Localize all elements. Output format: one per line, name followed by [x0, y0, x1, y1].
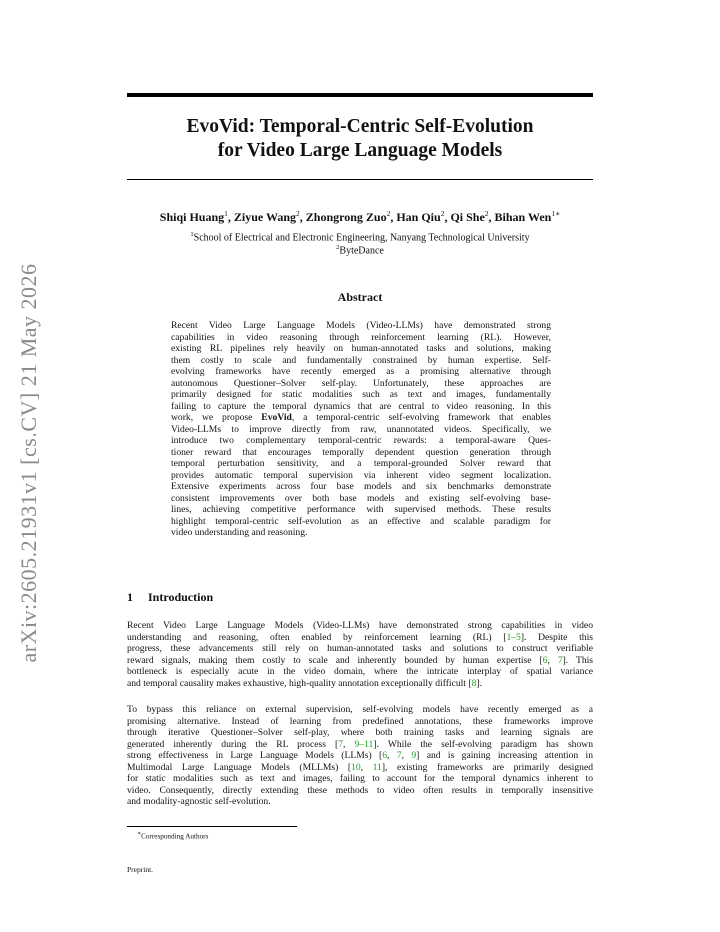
citation-link[interactable]: 7 — [338, 738, 344, 750]
paragraph-text: Multimodal Large Language Models (MLLMs) [ — [127, 761, 352, 773]
affiliation-1-mark: 1 — [190, 231, 194, 238]
author-name: Zhongrong Zuo — [305, 210, 387, 224]
paragraph-text: , — [401, 750, 412, 761]
abstract-line: failing to capture the temporal dynamics that are central to video reasoning. In this — [171, 400, 551, 412]
paragraph-text: generated inherently during the RL process [ — [127, 738, 339, 750]
abstract-line: existing RL pipelines rely heavily on human-annotated tasks and solutions, making — [171, 343, 551, 354]
paper-title-line-1: EvoVid: Temporal-Centric Self-Evolution — [186, 116, 534, 137]
abstract-line: consistent improvements over both base models and existing self-evolving base- — [171, 492, 551, 504]
paper-title — [127, 115, 593, 163]
paragraph-text: bottleneck is especially acute in the video domain, where the intricate interplay of spatial variance — [127, 666, 593, 677]
author-list: Shiqi Huang$^1$, Ziyue Wang$^2$, Zhongrong Zuo$^2$, Han Qiu$^2$, Qi She$^2$, Bihan Wen$^{1∗}$ — [159, 209, 561, 224]
method-name: EvoVid — [261, 412, 292, 423]
author-name: Qi She — [450, 210, 485, 224]
abstract-line: Extensive experiments across four base models and six benchmarks demonstrate — [171, 481, 551, 492]
abstract-line: primarily designed for static modalities such as text and images, fundamentally — [171, 389, 551, 400]
abstract-line: provides automatic temporal supervision via inherent video segment localization. — [171, 469, 551, 481]
abstract-heading: Abstract — [337, 290, 383, 304]
paragraph-text: ]. While the self-evolving paradigm has shown — [373, 738, 593, 750]
arxiv-stamp — [16, 258, 42, 668]
abstract-line: them costly to scale and fundamentally constrained by human expertise. Self- — [171, 354, 551, 366]
paragraph-text: video. Consequently, directly extending these methods to video often results in temporally insensitive — [127, 784, 593, 796]
author-affil-mark: 2 — [296, 209, 300, 218]
author-name: Ziyue Wang — [233, 210, 297, 224]
affiliation-2 — [127, 244, 593, 256]
affiliation-2-text: ByteDance — [339, 245, 384, 257]
paragraph-text: promising alternative. Instead of learning from predefined annotations, these frameworks improve — [127, 715, 593, 727]
footnote-rule — [127, 826, 297, 827]
paragraph-line — [127, 762, 593, 774]
paragraph-text: ]. Despite this — [520, 631, 593, 643]
paragraph-line — [127, 796, 593, 808]
abstract-body — [171, 320, 551, 539]
abstract-line: Recent Video Large Language Models (Video-LLMs) have demonstrated strong — [171, 320, 551, 331]
paragraph-text: reward signals, making them costly to scale and inherently bounded by human expertise [ — [127, 654, 543, 666]
author-affil-mark: 1 — [224, 209, 228, 218]
paragraph-line — [127, 643, 593, 655]
paragraph-text: ] and is gaining increasing attention in — [416, 750, 593, 761]
preprint-label: Preprint. — [127, 865, 154, 874]
paragraph-text: strong effectiveness in Large Language Models (LLMs) [ — [127, 750, 383, 761]
paragraph-text: for static modalities such as text and images, failing to account for the temporal dynamics inherent to — [127, 773, 593, 784]
affiliation-2-mark: 2 — [336, 244, 340, 251]
paragraph-text: , — [360, 761, 373, 773]
paragraph-line — [127, 632, 593, 644]
paragraph-line — [127, 739, 593, 751]
paragraph-line — [127, 773, 593, 785]
abstract-line: tioner reward that encourages temporally dependent question generation through — [171, 446, 551, 458]
abstract-line: Video-LLMs to improve directly from raw, unannotated videos. Specifically, we — [171, 423, 551, 435]
abstract-line: capabilities in video reasoning through reinforcement learning (RL). However, — [171, 331, 551, 343]
paper-title-line-2: for Video Large Language Models — [217, 140, 503, 161]
author-name: Han Qiu — [396, 210, 441, 224]
paragraph-text: ]. This — [562, 654, 594, 666]
abstract-line — [171, 412, 551, 424]
author-affil-mark: 2 — [440, 209, 445, 218]
intro-paragraph-2 — [127, 704, 593, 808]
citation-link[interactable]: 9 — [411, 750, 417, 761]
paragraph-text: ]. — [476, 677, 482, 689]
citation-link[interactable]: 11 — [372, 761, 382, 773]
abstract-line: introduce two complementary temporal-centric rewards: a temporal-aware Ques- — [171, 435, 551, 446]
paragraph-text: progress, these advancements still rely on human-annotated tasks and solutions to construct verifiable — [127, 643, 593, 654]
paragraph-text: understanding and reasoning, often enabled by reinforcement learning (RL) [ — [127, 631, 507, 643]
paragraph-text: Recent Video Large Language Models (Video-LLMs) have demonstrated strong capabilities in video — [127, 620, 593, 631]
citation-link[interactable]: 10 — [351, 761, 361, 773]
affiliation-1 — [127, 231, 593, 243]
paragraph-text: , — [343, 738, 355, 750]
paragraph-text: , — [547, 654, 558, 666]
citation-link[interactable]: 6 — [542, 654, 548, 666]
citation-link[interactable]: 8 — [471, 677, 477, 689]
paragraph-text: , — [387, 750, 397, 761]
abstract-line: highlight temporal-centric self-evolution as an effective and scalable paradigm for — [171, 515, 551, 527]
citation-link[interactable]: 7 — [557, 654, 563, 666]
paragraph-line — [127, 716, 593, 728]
author-affil-mark: 2 — [484, 209, 489, 218]
citation-link[interactable]: 9–11 — [354, 738, 374, 750]
citation-link[interactable]: 6 — [382, 750, 388, 761]
paragraph-text: and modality-agnostic self-evolution. — [127, 796, 271, 807]
paragraph-line — [127, 678, 593, 690]
title-bottom-rule — [127, 179, 593, 180]
paragraph-line — [127, 750, 593, 762]
paragraph-text: through iterative Questioner–Solver self-play, where both training tasks and learning signals are — [127, 727, 593, 738]
author-affil-mark: 1∗ — [551, 209, 561, 218]
paragraph-line — [127, 655, 593, 667]
footnote — [137, 830, 208, 840]
intro-paragraph-1 — [127, 620, 593, 689]
footnote-mark: ∗ — [137, 831, 142, 837]
abstract-line: autonomous Questioner–Solver self-play. Unfortunately, these approaches are — [171, 377, 551, 389]
paragraph-line — [127, 704, 593, 716]
paragraph-text: and temporal causality makes exhaustive, high-quality annotation exceptionally difficult [ — [127, 677, 472, 689]
affiliation-1-text: School of Electrical and Electronic Engineering, Nanyang Technological University — [193, 232, 530, 244]
abstract-text: , a temporal-centric self-evolving framework that enables — [291, 412, 552, 423]
paragraph-line — [127, 727, 593, 739]
paragraph-text: ], existing frameworks are primarily designed — [381, 761, 594, 773]
paragraph-text: To bypass this reliance on external supervision, self-evolving models have recently emerged as a — [127, 704, 593, 715]
paragraph-line — [127, 666, 593, 678]
paragraph-line — [127, 620, 593, 632]
section-heading — [127, 590, 213, 605]
abstract-line: temporal perturbation sensitivity, and a temporal-grounded Solver reward that — [171, 458, 551, 469]
citation-link[interactable]: 1–5 — [506, 631, 521, 643]
section-title: Introduction — [148, 590, 214, 604]
author-affil-mark: 2 — [386, 209, 391, 218]
arxiv-id: arXiv:2605.21931v1 [cs.CV] 21 May 2026 — [16, 263, 41, 663]
author-name: Shiqi Huang — [159, 210, 225, 224]
abstract-text: work, we propose — [171, 412, 262, 423]
abstract-line: evolving frameworks have recently emerged as a promising alternative through — [171, 366, 551, 377]
abstract-line: video understanding and reasoning. — [171, 527, 308, 538]
section-number: 1 — [127, 590, 133, 604]
citation-link[interactable]: 7 — [396, 750, 402, 761]
abstract-line: lines, achieving competitive performance with supervised methods. These results — [171, 504, 551, 515]
footnote-text: Corresponding Authors — [141, 832, 209, 841]
title-top-rule — [127, 93, 593, 97]
author-name: Bihan Wen — [494, 210, 552, 224]
paragraph-line — [127, 785, 593, 797]
